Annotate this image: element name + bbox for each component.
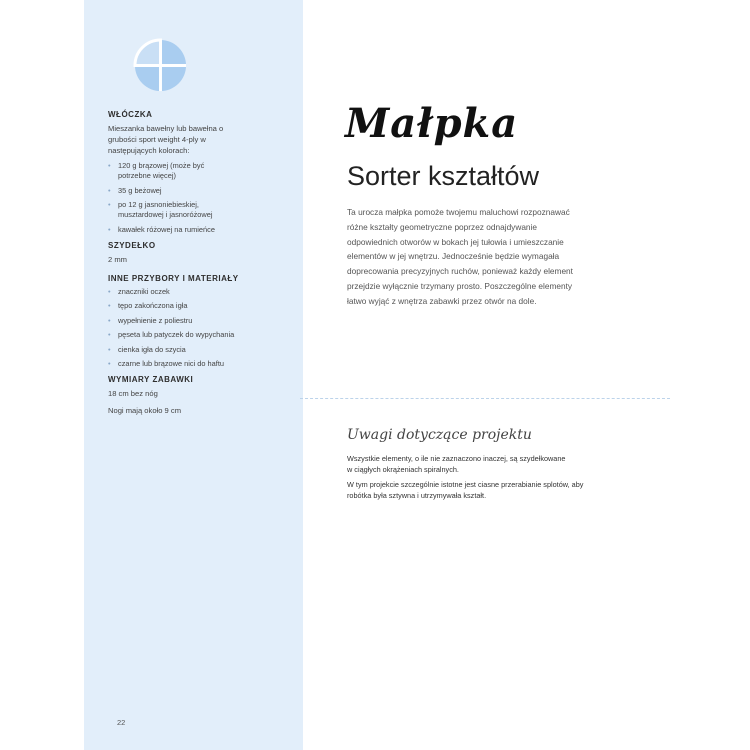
size-line: 18 cm bez nóg (108, 389, 158, 398)
list-item: • znaczniki oczek (108, 287, 268, 297)
notes-paragraph: Wszystkie elementy, o ile nie zaznaczono inaczej, są szydełkowane w ciągłych okrążeniach spiralnych. (347, 454, 566, 474)
dashed-divider (300, 398, 670, 399)
tools-list (108, 287, 298, 370)
yarn-list (108, 161, 298, 235)
quarter-circle-skill-icon (133, 38, 188, 93)
hook-section (108, 241, 298, 266)
notes-paragraph: W tym projekcie szczególnie istotne jest ciasne przerabianie splotów, aby robótka była sztywna i utrzymywała kształt. (347, 480, 584, 500)
yarn-heading: WŁÓCZKA (108, 110, 153, 119)
size-heading: WYMIARY ZABAWKI (108, 375, 194, 384)
intro-paragraph: Ta urocza małpka pomoże twojemu maluchowi rozpoznawać różne kształty geometryczne poprzez odnajdywanie odpowiednich otworów w bokach jej tułowia i umieszczanie elementów w jej wnętrzu. Jednocześnie będzie wymagała doprecowania precyzyjnych ruchów, ponieważ każdy element przejdzie wyłącznie trzymany prosto. Poszczególne elementy łatwo wyjąć z wnętrza zabawki przez otwór na dole. (347, 207, 573, 306)
tools-heading: INNE PRZYBORY I MATERIAŁY (108, 273, 239, 283)
hook-heading: SZYDEŁKO (108, 240, 156, 250)
notes-body (347, 454, 597, 506)
yarn-description: Mieszanka bawełny lub bawełna o grubości sport weight 4-ply w następujących kolorach: (108, 124, 224, 155)
size-line: Nogi mają około 9 cm (108, 406, 182, 415)
list-item: • czarne lub brązowe nici do haftu (108, 359, 268, 369)
list-item: • cienka igła do szycia (108, 345, 268, 355)
list-item: • 35 g beżowej (108, 186, 268, 196)
list-item: • 120 g brązowej (może być potrzebne więcej) (108, 161, 233, 181)
materials-list (108, 110, 298, 423)
yarn-section (108, 110, 298, 235)
notes-heading: Uwagi dotyczące projektu (347, 427, 532, 443)
page-title: Małpka (345, 100, 519, 147)
tools-section (108, 274, 298, 370)
list-item: • tępo zakończona igła (108, 301, 268, 311)
list-item: • kawałek różowej na rumieńce (108, 225, 268, 235)
list-item: • wypełnienie z poliestru (108, 316, 268, 326)
page-subtitle: Sorter kształtów (347, 161, 540, 191)
list-item: • pęseta lub patyczek do wypychania (108, 330, 268, 340)
page-number: 22 (117, 718, 126, 727)
size-section (108, 375, 298, 417)
hook-size: 2 mm (108, 254, 127, 264)
list-item: • po 12 g jasnoniebieskiej, musztardowej i jasnoróżowej (108, 200, 243, 220)
